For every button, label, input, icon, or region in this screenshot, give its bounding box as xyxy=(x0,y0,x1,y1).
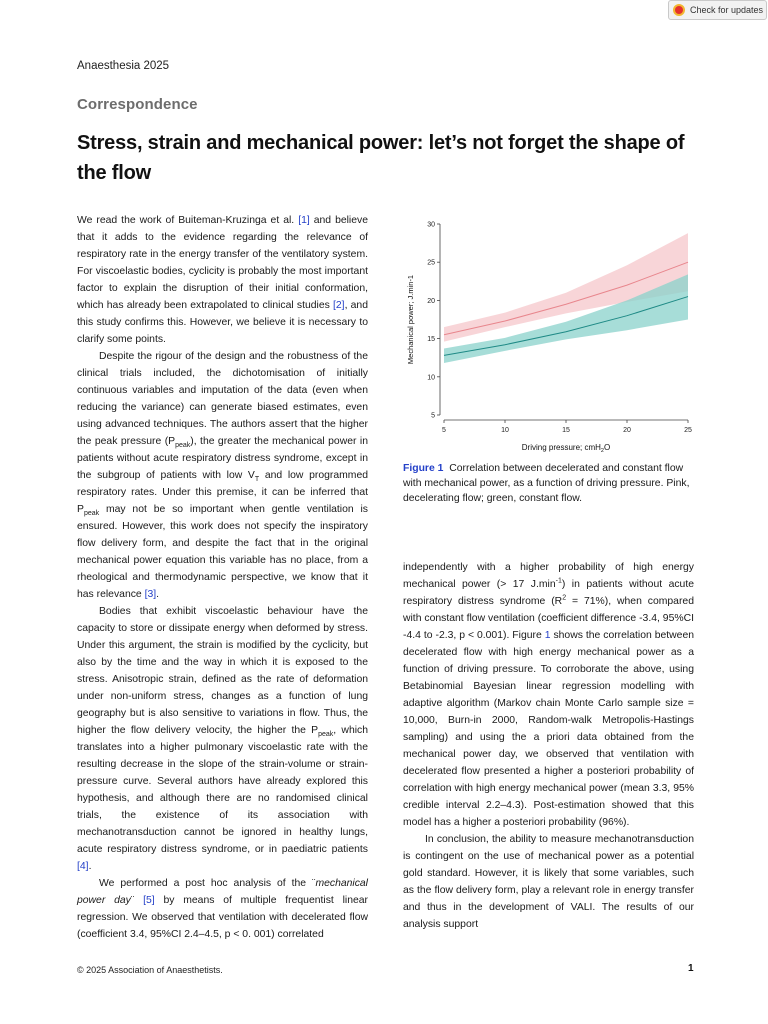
section-label: Correspondence xyxy=(77,96,198,113)
emphasis: mechanical power day xyxy=(77,878,368,906)
text-run: and believe that it adds to the evidence regarding the relevance of respiratory rate in the energy transfer of the ventilatory system. For viscoelastic bodies, cyclicity is probably the most important factor to explain the disruption of their initial conformation, which has already been extrapolated to clinical studies xyxy=(77,215,368,311)
x-axis-label-end: O xyxy=(603,443,611,452)
text-run: Despite the rigour of the design and the robustness of the clinical trials included, the dichotomisation of initially continuous variables and imputation of the data (even when reducing the variance) can generate biased estimates, even using advanced techniques. The authors assert that the higher the peak pressure (P xyxy=(77,351,368,447)
text-run: , which translates into a higher pulmonary viscoelastic rate with the resulting decrease in the slope of the strain-volume or strain-pressure curve. Several authors have already explored this hypothesis, and although there are no randomised clinical trials, the existence of its association with mechanotransduction cannot be ignored in healthy lungs, acute respiratory distress syndrome, or in paediatric patients xyxy=(77,725,369,855)
y-tick-label: 20 xyxy=(427,297,435,305)
check-for-updates-badge[interactable] xyxy=(668,0,767,20)
paragraph-2 xyxy=(77,348,368,603)
text-run: We read the work of Buiteman-Kruzinga et al. xyxy=(77,215,299,226)
x-axis-label-sub: 2 xyxy=(600,448,604,454)
chart-svg xyxy=(400,212,700,462)
paragraph-1 xyxy=(77,212,368,348)
reference-link-2[interactable]: [2] xyxy=(333,300,345,311)
paragraph-4 xyxy=(77,875,368,943)
x-tick-label: 5 xyxy=(442,427,446,434)
x-axis-label xyxy=(522,443,610,454)
subscript: T xyxy=(254,476,260,484)
article-title: Stress, strain and mechanical power: let’s not forget the shape of the flow xyxy=(77,132,685,184)
subscript: peak xyxy=(175,442,191,450)
reference-link-1[interactable]: [1] xyxy=(298,215,310,226)
x-tick-label: 15 xyxy=(562,427,570,434)
x-tick-label: 25 xyxy=(684,427,692,434)
caption-text: Correlation between decelerated and constant flow with mechanical power, as a function of driving pressure. Pink, decelerating flow; green, constant flow. xyxy=(403,463,690,504)
y-tick-label: 30 xyxy=(427,221,435,229)
text-run: ¨ xyxy=(130,895,144,906)
paragraph-5 xyxy=(403,559,694,831)
text-run: . xyxy=(88,861,92,872)
text-run: = 71%), when compared with constant flow ventilation (coefficient difference -3.4, 95%CI -4.4 to -2.3, p < 0.001). Figure xyxy=(403,596,694,641)
journal-name: Anaesthesia 2025 xyxy=(77,60,170,72)
y-tick-label: 5 xyxy=(431,412,435,420)
text-run: We performed a post hoc analysis of the ¨ xyxy=(99,878,316,889)
figure-1-chart xyxy=(400,212,700,462)
x-axis-label-main: Driving pressure; cmH xyxy=(521,443,601,452)
y-axis-label: Mechanical power; J.min-1 xyxy=(406,274,415,365)
text-run: , and this study confirms this. However, we believe it is necessary to clarify some points. xyxy=(77,300,368,345)
superscript: 2 xyxy=(562,594,567,602)
subscript: peak xyxy=(83,510,100,518)
page-number: 1 xyxy=(688,963,694,974)
y-tick-label: 25 xyxy=(427,259,435,267)
right-column xyxy=(403,559,694,933)
paragraph-6 xyxy=(403,831,694,933)
x-tick-label: 20 xyxy=(623,427,631,434)
text-run: and low programmed respiratory rates. Under this premise, it can be inferred that P xyxy=(77,470,369,515)
crossmark-icon xyxy=(673,4,685,16)
x-tick-label: 10 xyxy=(501,427,509,434)
y-tick-label: 10 xyxy=(427,374,435,382)
text-run: shows the correlation between decelerated flow with high energy mechanical power as a function of driving pressure. To corroborate the above, using Betabinomial Bayesian linear regression modelling with adaptive algorithm (Markov chain Monte Carlo sample size = 10,000, Burn-in 2000, Random-walk Metropolis-Hastings sampling) and using the a priori data obtained from the mechanical power day, we observed that ventilation with decelerated flow presented a higher a posteriori probability of correlation with high energy mechanical power (mean 3.3, 95% credible interval 2.2–4.3). Post-estimation showed that this model has a higher a posteriori probability (96%). xyxy=(403,630,694,828)
y-tick-label: 15 xyxy=(427,336,435,344)
figure-label: Figure 1 xyxy=(403,463,444,474)
reference-link-4[interactable]: [4] xyxy=(77,861,89,872)
figure-link-1[interactable]: 1 xyxy=(544,630,551,641)
text-run: by means of multiple frequentist linear regression. We observed that ventilation with decelerated flow (coefficient 3.4, 95%CI 2.4–4.5, p < 0. 001) correlated xyxy=(77,895,368,940)
subscript: peak xyxy=(318,731,334,739)
text-run: Bodies that exhibit viscoelastic behaviour have the capacity to store or dissipate energy when deformed by stress. Under this argument, the strain is modified by the cyclicity, but also by the time and the way in which it is exposed to the stress. Anisotropic strain, defined as the rate of deformation under non-uniform stress, changes as a function of lung geography but is also sensitive to variations in flow. Thus, the higher the flow delivery velocity, the higher the P xyxy=(77,606,368,736)
superscript: -1 xyxy=(555,577,562,585)
text-run: ), the greater the mechanical power in patients without acute respiratory distress syndrome, except in the subgroup of patients with low V xyxy=(77,436,368,481)
text-run: may not be so important when gentle ventilation is ensured. However, this work does not specify the inspiratory flow delivery form, and despite the fact that in the original mechanical power equation this variable has no place, from a rheological and thermodynamic perspective, we know that it has relevance xyxy=(77,504,368,600)
figure-caption xyxy=(403,461,693,506)
text-run: independently with a higher probability of high energy mechanical power (> 17 J.min xyxy=(403,562,694,590)
left-column xyxy=(77,212,368,943)
reference-link-5[interactable]: [5] xyxy=(143,895,155,906)
text-run: ) in patients without acute respiratory distress syndrome (R xyxy=(403,579,694,607)
copyright-footer: © 2025 Association of Anaesthetists. xyxy=(77,965,223,975)
paragraph-3 xyxy=(77,603,368,875)
text-run: In conclusion, the ability to measure mechanotransduction is contingent on the use of mechanical power as a potential gold standard. However, it is likely that some variables, such as the flow delivery form, play a relevant role in energy transfer and thus in the development of VALI. The results of our analysis support xyxy=(403,834,694,930)
reference-link-3[interactable]: [3] xyxy=(144,589,157,600)
check-for-updates-label: Check for updates xyxy=(690,5,764,15)
text-run: . xyxy=(156,589,160,600)
